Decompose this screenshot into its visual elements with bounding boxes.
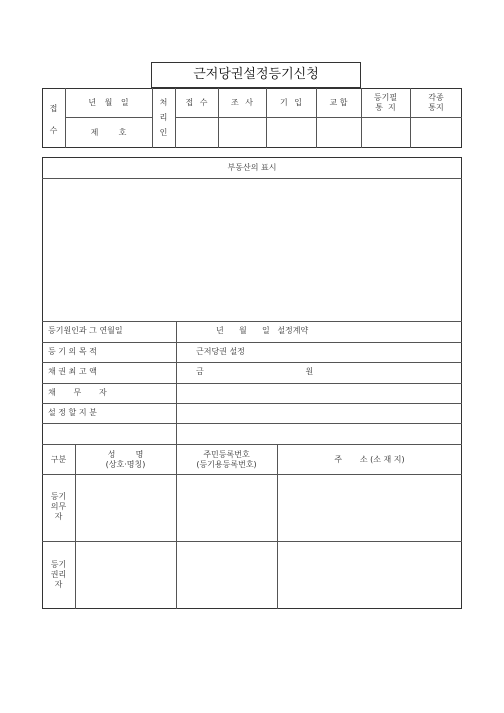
row-debtor-label: 채 무 자 [48,388,107,397]
receipt-number-label: 제 호 [90,128,127,137]
column-registration-notice: 등기필 통 지 [373,93,398,112]
row-max-amount-label: 채 권 최 고 액 [48,367,97,376]
process-label-2: 리 [159,113,168,122]
row-purpose-label: 등 기 의 목 적 [48,347,97,356]
row-cause-value[interactable]: 년 월 일 설정계약 [216,326,309,335]
receipt-label-bottom: 수 [49,126,58,135]
obligor-address-cell[interactable] [278,475,461,541]
column-entry: 기 입 [280,98,302,107]
obligee-address-cell[interactable] [278,542,461,608]
parties-header-address: 주 소 (소 재 지) [334,455,405,464]
obligee-name-cell[interactable] [76,542,176,608]
obligee-id-cell[interactable] [177,542,277,608]
parties-header-id: 주민등록번호 (등기용등록번호) [196,450,257,469]
row-purpose-value[interactable]: 근저당권 설정 [196,347,245,356]
column-collation: 교 합 [329,98,348,107]
page-title: 근저당권설정등기신청 [193,67,319,82]
column-review: 조 사 [231,98,253,107]
process-label-1: 처 [159,98,168,107]
obligor-id-cell[interactable] [177,475,277,541]
row-cause-label: 등기원인과 그 연월일 [48,326,123,335]
party-obligee-label: 등기 권리 자 [50,560,67,589]
obligor-name-cell[interactable] [76,475,176,541]
row-share-label: 설 정 할 지 분 [48,408,97,417]
column-various-notice: 각종 통지 [428,93,444,112]
receipt-date-label: 년 월 일 [88,98,129,107]
parties-header-name: 성 명 (상호·명칭) [105,450,146,469]
row-max-amount-value[interactable]: 금 원 [196,367,314,376]
parties-header-kind: 구분 [50,455,67,464]
receipt-label-top: 접 [49,104,58,113]
column-receipt: 접 수 [185,98,208,107]
property-header: 부동산의 표시 [227,163,277,172]
process-label-3: 인 [159,128,168,137]
party-obligor-label: 등기 의무 자 [50,492,67,521]
property-area[interactable] [43,179,461,321]
